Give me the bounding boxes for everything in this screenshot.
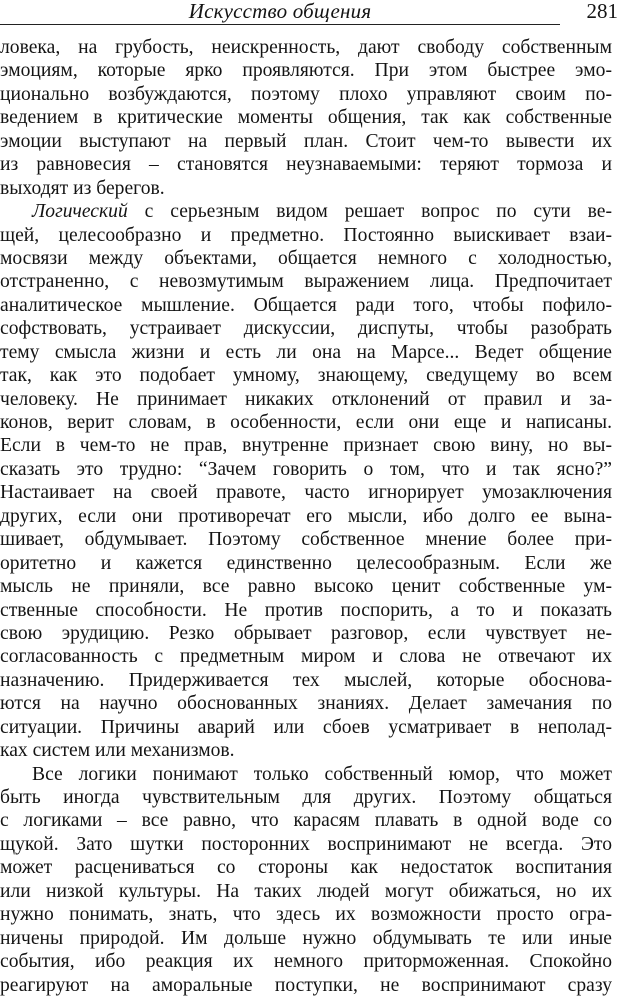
text-line: софствовать, устраивает дискуссии, диспуты, чтобы разобрать [0,318,612,340]
text-line: выходят из берегов. [0,177,165,199]
text-line: сказать это трудно: “Зачем говорить о том, что и так ясно?” [0,458,612,480]
text-line: щей, целесообразно и предметно. Постоянно выискивает взаи- [0,224,612,246]
text-line: ситуации. Причины аварий или сбоев усматривает в неполад- [0,716,612,738]
text-line: мысль не приняли, все равно высоко ценит собственные ум- [0,576,612,598]
text-line: ведением в критические моменты общения, так как собственные [0,107,612,129]
text-line: Все логики понимают только собственный юмор, что может [32,763,612,785]
text-line: реагируют на аморальные поступки, не воспринимают сразу [0,974,612,996]
paragraph-2 [0,200,612,763]
text-line [0,200,612,223]
header-rule [0,24,560,25]
text-line: мосвязи между объектами, общается немного с холодностью, [0,247,612,269]
text-line: аналитическое мышление. Общается ради того, чтобы пофило- [0,294,612,316]
text-line: щукой. Зато шутки посторонних воспринимают не всегда. Это [0,833,612,855]
text-line: с логиками – все равно, что карасям плавать в одной воде со [0,810,612,832]
text-line: ционально возбуждаются, поэтому плохо управляют своим по- [0,83,612,105]
text-line: Настаивает на своей правоте, часто игнорирует умозаключения [0,482,612,504]
text-line: конов, верит словам, в особенности, если они еще и написаны. [0,412,612,433]
text-line: тему смысла жизни и есть ли она на Марсе... Ведет общение [0,341,612,363]
running-title: Искусство общения [188,0,372,23]
text-line: человеку. Не принимает никаких отклонений от правил и за- [0,388,612,410]
body-text [0,36,612,997]
text-line: ственные способности. Не против поспорить, а то и показать [0,599,612,621]
text-line: может расцениваться со стороны как недостаток воспитания [0,857,612,879]
text-line: других, если они противоречат его мысли, ибо долго ее вына- [0,505,612,527]
paragraph-1 [0,36,612,200]
text-line: эмоции выступают на первый план. Стоит чем-то вывести их [0,130,612,152]
text-line: ловека, на грубость, неискренность, дают свободу собственным [0,37,612,58]
running-header [0,0,620,22]
text-line: или низкой культуры. На таких людей могут обижаться, но их [0,880,612,902]
text-line: свою эрудицию. Резко обрывает разговор, если чувствует не- [0,622,612,644]
text-line-rest: с серьезным видом решает вопрос по сути ве- [127,201,612,223]
page-number: 281 [586,0,618,23]
text-line: назначению. Придерживается тех мыслей, которые обоснова- [0,669,612,691]
text-line: согласованность с предметным миром и слова не отвечают их [0,646,612,668]
text-line: ках систем или механизмов. [0,740,235,762]
text-line: ничены природой. Им дольше нужно обдумывать те или иные [0,927,612,949]
paragraph-3 [0,763,612,997]
italic-term: Логический [32,201,128,223]
text-line: из равновесия – становятся неузнаваемыми: теряют тормоза и [0,154,612,176]
text-line: нужно понимать, знать, что здесь их возможности просто огра- [0,904,612,926]
text-line: оритетно и кажется единственно целесообразным. Если же [0,552,612,574]
text-line: так, как это подобает умному, знающему, сведущему во всем [0,365,612,387]
text-line: шивает, обдумывает. Поэтому собственное мнение более при- [0,529,612,551]
text-line: события, ибо реакция их немного приторможенная. Спокойно [0,951,612,973]
text-line: ются на научно обоснованных знаниях. Делает замечания по [0,693,612,715]
text-line: эмоциям, которые ярко проявляются. При этом быстрее эмо- [0,60,612,82]
text-line: быть иногда чувствительным для других. Поэтому общаться [0,787,612,808]
text-line: отстраненно, с невозмутимым выражением лица. Предпочитает [0,271,612,293]
text-line: Если в чем-то не прав, внутренне признает свою вину, но вы- [0,435,612,457]
